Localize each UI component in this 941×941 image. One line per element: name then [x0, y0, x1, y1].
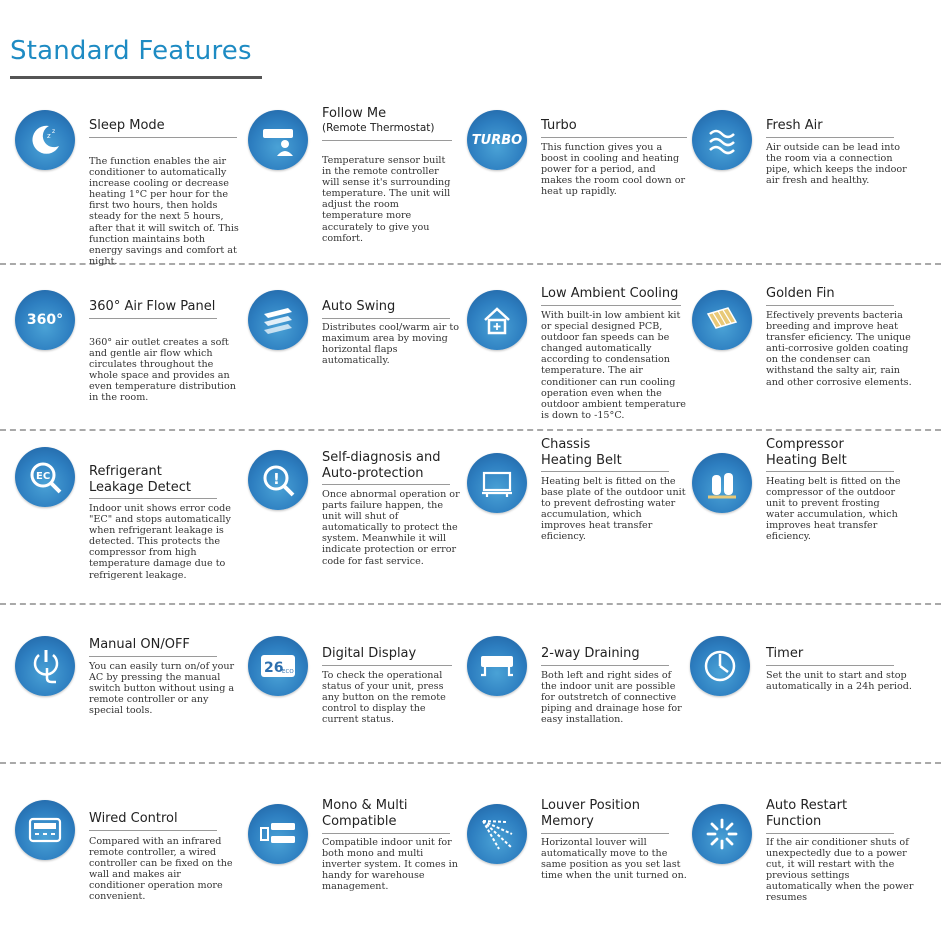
restart-icon: [692, 804, 752, 864]
page-title: Standard Features: [10, 36, 252, 66]
feature-description: Horizontal louver will automatically move to the same position as you set last time when the unit turned on.: [541, 837, 687, 882]
feature-subtitle: Compatible: [322, 814, 397, 829]
row-divider: [0, 762, 941, 764]
title-rule: [541, 665, 669, 666]
feature-title: 2-way Draining: [541, 646, 640, 661]
feature-description: To check the operational status of your unit, press any button on the remote control to display the current status.: [322, 670, 446, 726]
feature-title: Timer: [766, 646, 804, 661]
display-icon-number: 26: [264, 660, 284, 676]
title-rule: [89, 318, 217, 319]
feature-description: Temperature sensor built in the remote controller will sense it's surrounding temperature. The unit will adjust the room temperature more accurately to give you comfort.: [322, 155, 451, 244]
compressor-icon: [692, 453, 752, 513]
feature-title: Golden Fin: [766, 286, 835, 301]
title-rule: [89, 137, 237, 138]
ec-magnifier-icon: [15, 447, 75, 507]
fin-coil-icon: [692, 290, 752, 350]
feature-description: With built-in low ambient kit or special designed PCB, outdoor fan speeds can be changed automatically according to condensation temperature. The air conditioner can run cooling operation even when the outdoor ambient temperature is down to -15°C.: [541, 310, 686, 421]
feature-description: The function enables the air conditioner to automatically increase cooling or decrease heating 1°C per hour for the first two hours, then holds steady for the next 5 hours, after that it will switch of. This function maintains both energy savings and comfort at night.: [89, 156, 239, 267]
wired-controller-icon: [15, 800, 75, 860]
feature-description: Heating belt is fitted on the base plate of the outdoor unit to prevent defrosting water accumulation, which improves heat transfer eficiency.: [541, 476, 686, 543]
feature-subtitle: Auto-protection: [322, 466, 424, 481]
feature-subtitle: Heating Belt: [541, 453, 622, 468]
feature-title: Turbo: [541, 118, 577, 133]
feature-description: If the air conditioner shuts of unexpectedly due to a power cut, it will restart with the previous settings automatically when the power resumes: [766, 837, 914, 904]
feature-title: Louver Position: [541, 798, 640, 813]
title-rule: [541, 471, 669, 472]
snow-house-icon: [467, 290, 527, 350]
row-divider: [0, 429, 941, 431]
title-rule: [322, 140, 452, 141]
feature-description: Indoor unit shows error code "EC" and stops automatically when refrigerant leakage is detected. This protects the compressor from high temperature damage due to refrigerent leakage.: [89, 503, 231, 581]
feature-title: Auto Swing: [322, 299, 396, 314]
feature-subtitle: (Remote Thermostat): [322, 122, 435, 134]
title-rule: [322, 484, 450, 485]
title-rule: [89, 498, 217, 499]
turbo-icon: [467, 110, 527, 170]
louver-icon: [467, 804, 527, 864]
drain-icon: [467, 636, 527, 696]
title-underline: [10, 76, 262, 79]
rotate-360-icon-text: 360°: [26, 312, 64, 328]
feature-title: Refrigerant: [89, 464, 162, 479]
ec-icon-text: EC: [36, 471, 51, 482]
feature-description: Both left and right sides of the indoor unit are possible for outstretch of connective piping and drainage hose for easy installation.: [541, 670, 682, 726]
feature-title: Auto Restart: [766, 798, 848, 813]
chassis-icon: [467, 453, 527, 513]
display-icon: [248, 636, 308, 696]
feature-description: This function gives you a boost in cooling and heating power for a period, and makes the room cool down or heat up rapidly.: [541, 142, 686, 198]
feature-subtitle: Memory: [541, 814, 594, 829]
title-rule: [89, 656, 217, 657]
svg-text:z: z: [52, 128, 56, 135]
swing-flaps-icon: [248, 290, 308, 350]
feature-title: Sleep Mode: [89, 118, 165, 133]
title-rule: [766, 471, 894, 472]
feature-subtitle: Leakage Detect: [89, 480, 191, 495]
feature-title: Fresh Air: [766, 118, 823, 133]
feature-title: Chassis: [541, 437, 591, 452]
feature-description: Compatible indoor unit for both mono and multi inverter system. It comes in handy for warehouse management.: [322, 837, 458, 893]
feature-description: You can easily turn on/of your AC by pressing the manual switch button without using a remote controller or any special tools.: [89, 661, 235, 717]
moon-icon: [15, 110, 75, 170]
remote-person-icon: [248, 110, 308, 170]
title-rule: [322, 318, 450, 319]
title-rule: [322, 833, 450, 834]
feature-title: Manual ON/OFF: [89, 637, 190, 652]
title-rule: [766, 305, 894, 306]
title-rule: [541, 137, 687, 138]
feature-description: Heating belt is fitted on the compressor of the outdoor unit to prevent frosting water accumulation, which improves heat transfer eficiency.: [766, 476, 901, 543]
fresh-air-icon: [692, 110, 752, 170]
title-rule: [89, 830, 217, 831]
feature-description: Distributes cool/warm air to maximum area by moving horizontal flaps automatically.: [322, 322, 459, 367]
multi-unit-icon: [248, 804, 308, 864]
row-divider: [0, 603, 941, 605]
feature-title: Self-diagnosis and: [322, 450, 441, 465]
feature-description: Efectively prevents bacteria breeding and improve heat transfer eficiency. The unique anti-corrosive golden coating on the condenser can withstand the salty air, rain and other corrosive elements.: [766, 310, 912, 388]
display-icon-eco: ECO: [282, 669, 294, 675]
power-press-icon: [15, 636, 75, 696]
title-rule: [322, 665, 452, 666]
title-rule: [541, 833, 669, 834]
alert-magnifier-icon: [248, 450, 308, 510]
feature-title: Wired Control: [89, 811, 178, 826]
feature-subtitle: Heating Belt: [766, 453, 847, 468]
feature-title: Digital Display: [322, 646, 417, 661]
turbo-icon-text: TURBO: [471, 132, 523, 148]
title-rule: [766, 665, 894, 666]
timer-icon: [690, 636, 750, 696]
feature-description: Compared with an infrared remote controller, a wired controller can be fixed on the wall and makes air conditioner operation more convenient.: [89, 836, 233, 903]
feature-title: Compressor: [766, 437, 844, 452]
feature-subtitle: Function: [766, 814, 822, 829]
feature-description: 360° air outlet creates a soft and gentle air flow which circulates throughout the whole space and provides an even temperature distribution in the room.: [89, 337, 236, 404]
feature-description: Air outside can be lead into the room via a connection pipe, which keeps the indoor air fresh and healthy.: [766, 142, 907, 187]
alert-icon-text: !: [273, 470, 280, 488]
feature-title: Mono & Multi: [322, 798, 408, 813]
rotate-360-icon: [15, 290, 75, 350]
feature-description: Set the unit to start and stop automatically in a 24h period.: [766, 670, 912, 693]
feature-title: 360° Air Flow Panel: [89, 299, 216, 314]
feature-title: Follow Me: [322, 106, 387, 121]
feature-description: Once abnormal operation or parts failure happen, the unit will shut of automatically to protect the system. Meanwhile it will indicate protection or error code for fast service.: [322, 489, 460, 567]
title-rule: [766, 833, 894, 834]
feature-title: Low Ambient Cooling: [541, 286, 679, 301]
title-rule: [541, 305, 681, 306]
svg-text:z: z: [47, 132, 51, 140]
title-rule: [766, 137, 894, 138]
